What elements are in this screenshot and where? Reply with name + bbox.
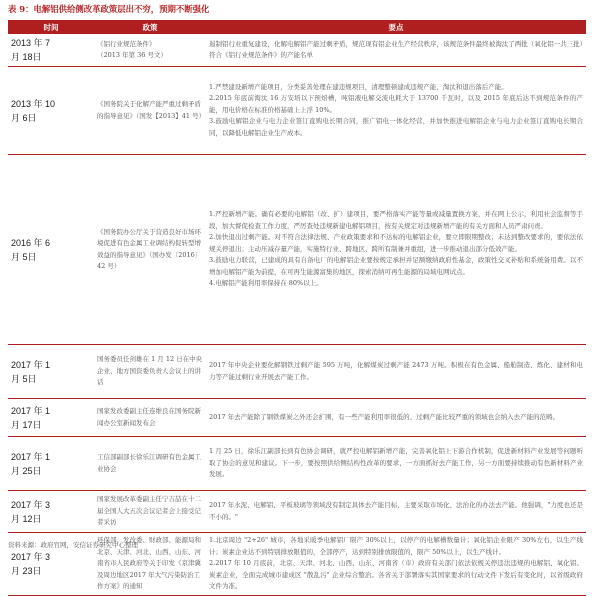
point-paragraph: 遏制铝行业重复建设，化解电解铝产能过剩矛盾，规范现有铝企业生产经营秩序，该规范条件最终被淘汰了两批（氧化铝一共三批）符合《铝行业规范条件》的产能名单 — [209, 39, 583, 59]
table-row — [8, 155, 586, 345]
cell-points — [206, 437, 586, 491]
date-line: 2017 年 3 — [11, 499, 51, 510]
cell-points — [206, 345, 586, 399]
date-line: 2016 年 6 — [11, 237, 51, 248]
cell-policy — [94, 399, 206, 437]
cell-date — [8, 155, 94, 345]
table-row — [8, 399, 586, 437]
policy-table — [8, 20, 586, 596]
policy-line: （2013 年第 36 号文） — [97, 51, 168, 59]
point-paragraph: 1 月 25 日，徐乐江副部长到有色协会调研，就严控电解铝新增产能，完善氧化铝上下游合作机制，促进新材料产业发展等问题听取了协会的意见和建议。下一步，要按照供给侧结构性改革的要求，一方面抓好去产能工作，另一方面要持续推动有色新材料产业发展。 — [209, 447, 583, 479]
table-row — [8, 345, 586, 399]
policy-line: 国家发改委副主任连维良在国务院新闻办公室新闻发布会 — [97, 407, 201, 427]
policy-line: 国家发展改革委副主任宁吉喆在十二届全国人大五次会议记者会上接受记者采访 — [97, 495, 201, 527]
date-line: 月 17日 — [11, 419, 42, 430]
cell-points — [206, 34, 586, 67]
point-paragraph: 3.鼓励电力联营，已建成的具有自备电厂的电解铝企业要按规定承担并足额缴纳政府性基金，政策性交叉补贴和系统备用费。以不增加电解铝产能为前提，在可再生能源富集的地区，探索消纳可再生能源的局域电网试点。 — [209, 256, 583, 276]
cell-date — [8, 345, 94, 399]
date-line: 月 23日 — [11, 565, 42, 576]
point-paragraph: 2.加快退出过剩产能。对不符合法律法规、产业政策要求和不达标的电解铝企业，要立即限期整改；未达到整改要求的，要依法依规关停退出；主动压减存量产能，实施特行业、跨地区、跨所有制兼并重组，进一步推动退出部分低效产能。 — [209, 233, 583, 253]
cell-date — [8, 34, 94, 67]
policy-line: 《铝行业规范条件》 — [97, 39, 156, 48]
point-paragraph: 2017 年去产能除了钢铁煤炭之外还会扩围，有一些产能利用率很低的、过剩产能比较严重的领域也会纳入去产能的范畴。 — [209, 412, 560, 421]
date-line: 2017 年 1 — [11, 359, 51, 370]
cell-policy — [94, 155, 206, 345]
date-line: 月 6日 — [11, 112, 37, 123]
date-line: 2013 年 7 — [11, 38, 51, 48]
date-line: 月 18日 — [11, 52, 42, 62]
date-line: 月 5日 — [11, 373, 37, 384]
source-note: 资料来源：政府官网，安信证券研究中心整理 — [8, 541, 138, 549]
table-header — [8, 20, 586, 34]
cell-date — [8, 437, 94, 491]
cell-points — [206, 155, 586, 345]
table-body — [8, 34, 586, 595]
policy-line: 国务委员任剑雄在 1 月 12 日在中央企业、地方国资委负责人会议上的讲话 — [97, 355, 203, 387]
point-paragraph: 4.电解铝产能利用率保持在 80%以上。 — [209, 279, 323, 288]
date-line: 月 25日 — [11, 465, 42, 476]
point-paragraph: 2017 年中央企业要化解钢铁过剩产能 595 万吨，化解煤炭过剩产能 2473 万吨。积极在有色金属、船舶制造、炼化、建材和电力等产能过剩行业开展去产能工作。 — [209, 361, 583, 381]
cell-date — [8, 399, 94, 437]
cell-date — [8, 491, 94, 533]
cell-date — [8, 67, 94, 155]
point-paragraph: 3.鼓励电解铝企业与电力企业签订直购电长期合同，推广铝电一体化经营，并加快推进电解铝企业与电力企业签订直购电长期合同，以降低电解铝企业生产成本。 — [209, 117, 583, 137]
point-paragraph: 1.严控新增产能。确有必要的电解铝（改、扩）建项目，要严格落实产能等量或减量置换方案，并在网上公示，利用社会监督等手段，加大督促检查工作力度，严厉查处违规新建电解铝项目，按有关规定对违规新增产能的有关方面和人员严肃问责。 — [209, 210, 583, 230]
policy-line: 工信部副部长徐乐江调研有色金属工业协会 — [97, 453, 201, 473]
point-paragraph: 1.北京周边 "2+26" 城市，各地采暖季电解铝厂限产 30%以上，以停产的电解槽数量计；氧化铝企业限产 30%左右，以生产线计；炭素企业达不到特别排放限值的，全部停产，达到特别排放限值的，限产 50%以上，以生产线计。 — [209, 536, 583, 556]
cell-points — [206, 67, 586, 155]
header-time: 时间 — [8, 20, 94, 34]
header-points: 要点 — [206, 20, 586, 34]
date-line: 2017 年 1 — [11, 405, 51, 416]
table-row — [8, 437, 586, 491]
date-line: 2017 年 3 — [11, 551, 51, 562]
cell-policy — [94, 345, 206, 399]
point-paragraph: 2.2015 年底前淘汰 16 万安培以下预焙槽，吨铝液电解交流电耗大于 13700 千瓦时，以及 2015 年底后达不到规范条件的产能，用电价格在标准价格基础上上浮 10%。 — [209, 94, 583, 114]
point-paragraph: 1.严禁建设新增产能项目，分类妥善处理在建违规项目，清理整顿建成违规产能，淘汰和退出落后产能。 — [209, 82, 508, 91]
point-paragraph: 2017 年水泥、电解铝、平板玻璃等领域没有制定具体去产能目标，主要采取市场化、法治化的办法去产能。他强调，"力度也还是不小的。" — [209, 501, 583, 521]
date-line: 月 12日 — [11, 513, 42, 524]
policy-line: 环保部、发改委、财政部、能源局和北京、天津、河北、山西、山东、河南省市人民政府等关于印发《京津冀及周边地区2017 年大气污染防治工作方案》的通知 — [97, 536, 201, 590]
header-policy: 政策 — [94, 20, 206, 34]
cell-policy — [94, 34, 206, 67]
date-line: 2017 年 1 — [11, 451, 51, 462]
table-title: 表 9：电解铝供给侧改革政策层出不穷，预期不断强化 — [8, 4, 210, 14]
table-row — [8, 491, 586, 533]
point-paragraph: 2.2017 年 10 月底前，北京、天津、河北、山西、山东、河南省（市）政府有关部门依法依规关停违法违规的电解铝、氧化铝、炭素企业，全面完成城市建成区 "散乱污" 企业综合整治。各省关于部署落实其国家要求的行动文件下发后有变化时，以省级政府文件为准。 — [209, 559, 583, 590]
date-line: 2013 年 10 — [11, 98, 56, 109]
date-line: 月 5日 — [11, 251, 37, 262]
table-row — [8, 67, 586, 155]
cell-policy — [94, 491, 206, 533]
cell-policy — [94, 67, 206, 155]
policy-line: 《国务院关于化解产能严重过剩矛盾的指导意见》（国发【2013】41 号） — [97, 100, 206, 120]
table-row — [8, 34, 586, 67]
cell-points — [206, 533, 586, 596]
cell-policy — [94, 437, 206, 491]
cell-points — [206, 491, 586, 533]
cell-points — [206, 399, 586, 437]
policy-line: 《国务院办公厅关于营造良好市场环境促进有色金属工业调结构促转型增效益的指导意见》（国办发〔2016〕42 号） — [97, 227, 202, 270]
